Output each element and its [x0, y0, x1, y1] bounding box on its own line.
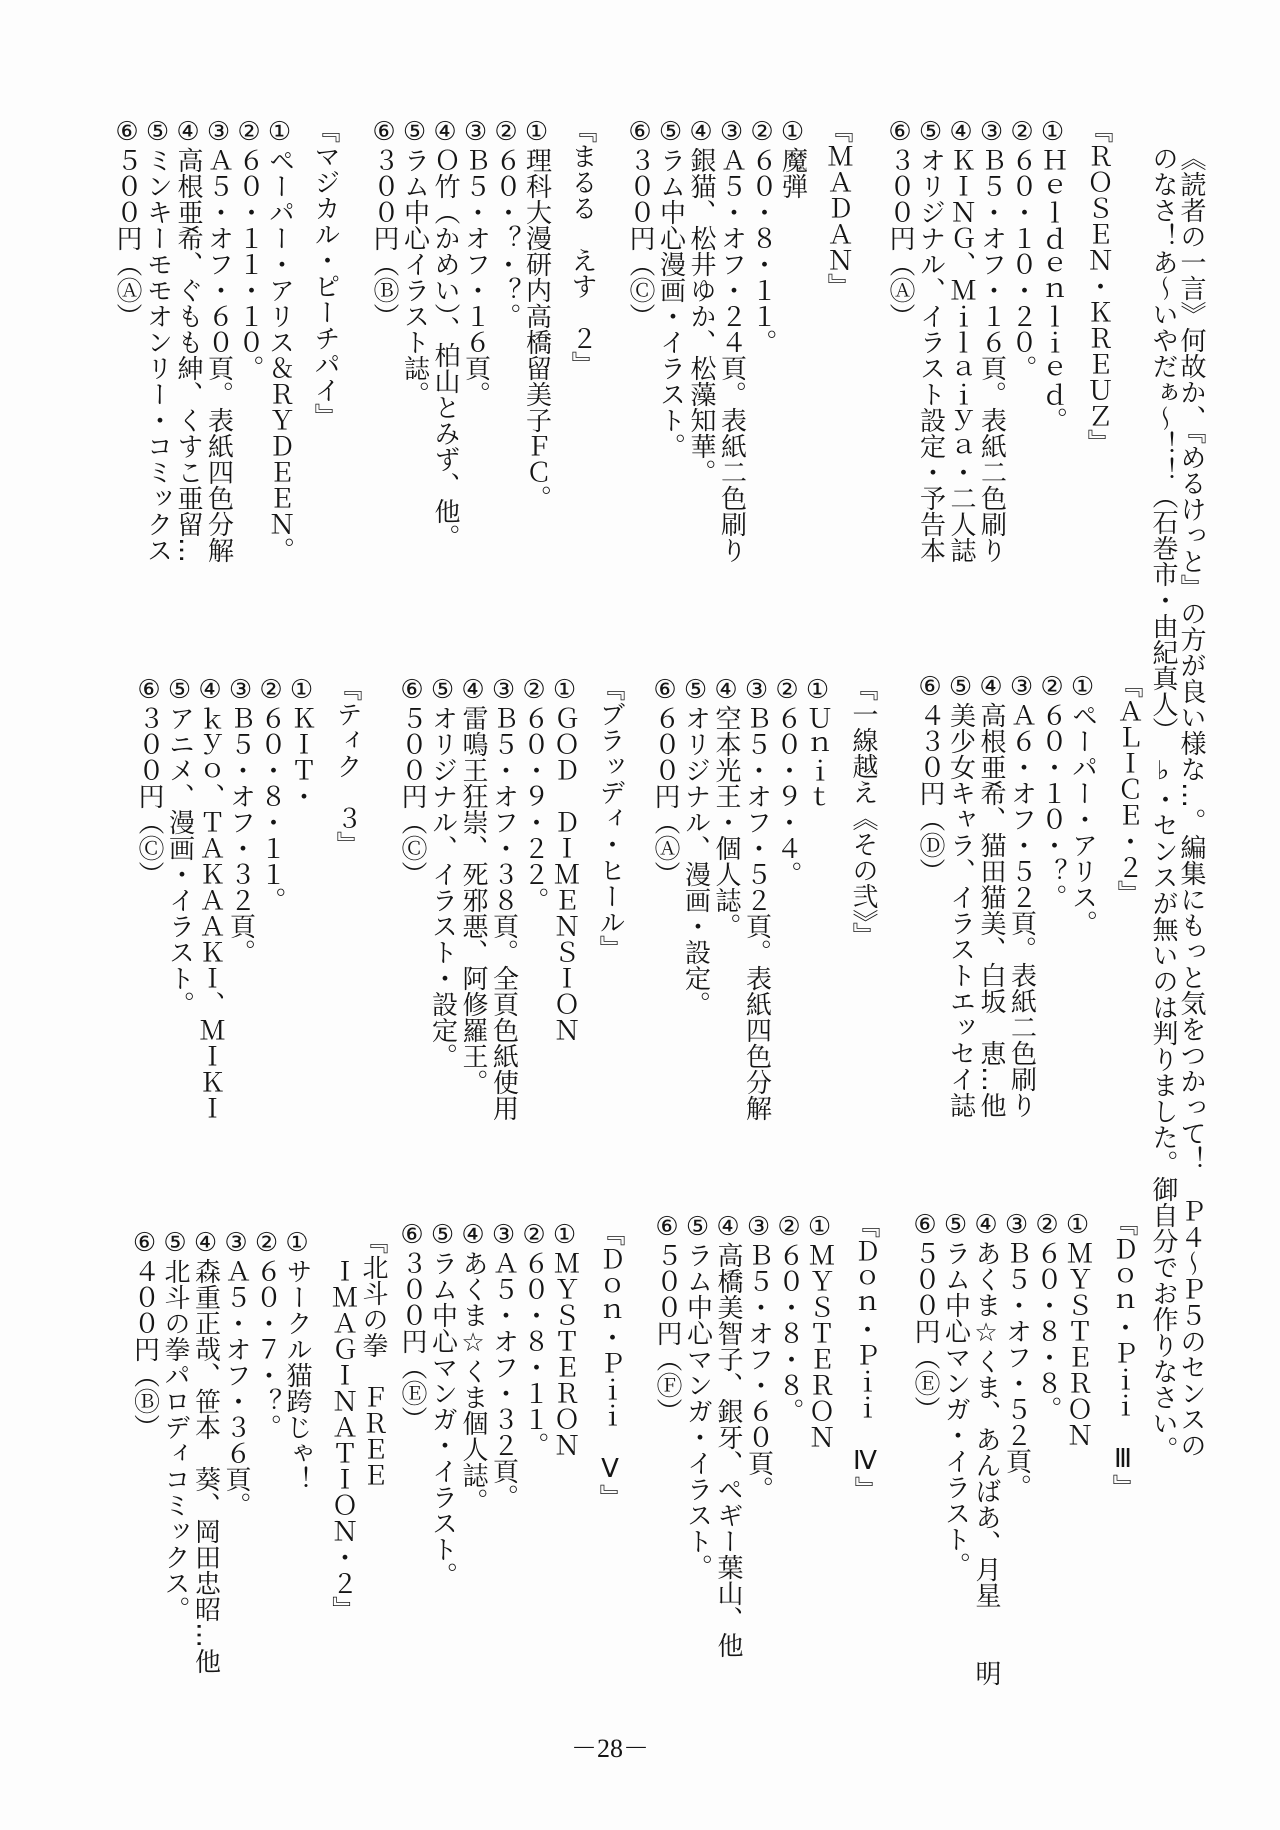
entry-item-1: ①Ｈｅｌｄｅｎｌｉｅｄ。 — [1037, 117, 1068, 433]
doujinshi-entry — [910, 1210, 1139, 1686]
entry-item-5: ⑤ラム中心マンガ・イラスト。 — [940, 1210, 971, 1578]
entry-item-6: ⑥３００円（Ⓐ） — [885, 117, 915, 329]
reader-comment-line-2: のなさ！あ～いやだぁ～！！（石巻市・由紀真人） ♭・センスが無いのは判りました。御自分でお作りなさい。 — [1148, 145, 1178, 1462]
doujinshi-entry — [369, 117, 598, 550]
entry-title: 『ＭＡＤＡＮ』 — [823, 117, 853, 299]
entry-item-1: ①ＫＩＴ・ — [286, 675, 317, 809]
reader-comment — [1149, 145, 1205, 1462]
entry-item-5: ⑤ミンキーモモオンリー・コミックス — [142, 117, 173, 563]
entry-item-2: ②６０・１１・１０。 — [234, 117, 264, 381]
entry-title: 『Ｄｏｎ・Ｐｉｉ Ⅴ』 — [595, 1220, 625, 1510]
doujinshi-entry — [112, 117, 341, 563]
entry-item-1: ①ペーパー・アリス＆ＲＹＤＥＥＮ。 — [264, 117, 295, 563]
entry-item-3: ③Ｂ５・オフ・３２頁。 — [225, 675, 256, 965]
entry-item-4: ④高橋美智子、銀牙、ペギー葉山、他 — [713, 1212, 743, 1658]
doujinshi-entry — [915, 672, 1144, 1118]
entry-item-4: ④あくま☆くま、あんばあ、月星 明 — [971, 1210, 1001, 1686]
entry-item-6: ⑥６００円（Ⓐ） — [650, 675, 680, 887]
entry-item-6: ⑥３００円（Ⓑ） — [369, 117, 399, 329]
entry-item-3: ③Ｂ５・オフ・６０頁。 — [743, 1212, 774, 1502]
entry-item-2: ②６０・１０・？。 — [1037, 672, 1067, 910]
entry-item-3: ③Ｂ５・オフ・３８頁。全頁色紙使用 — [488, 675, 519, 1121]
entry-item-2: ②６０・８・８。 — [774, 1212, 804, 1424]
entry-item-6: ⑥５００円（Ⓐ） — [112, 117, 142, 329]
entry-item-6: ⑥４００円（Ⓑ） — [129, 1228, 160, 1440]
doujinshi-entry — [397, 675, 626, 1121]
entry-item-3: ③Ｂ５・オフ・５２頁。表紙四色分解 — [741, 675, 772, 1121]
entry-item-6: ⑥３００円（Ⓒ） — [134, 675, 164, 887]
entry-title: 『マジカル・ピーチパイ』 — [310, 117, 340, 429]
doujinshi-entry — [625, 117, 854, 563]
entry-title: 『ＲＯＳＥＮ・ＫＲＥＵＺ』 — [1083, 117, 1113, 455]
doujinshi-entry — [129, 1228, 388, 1674]
entry-item-5: ⑤オリジナル、漫画・設定。 — [680, 675, 711, 1017]
entry-title-line-2: ＩＭＡＧＩＮＡＴＩＯＮ・２』 — [327, 1258, 358, 1622]
entry-item-2: ②６０・８・８。 — [1032, 1210, 1062, 1422]
entry-title: 『Ｄｏｎ・Ｐｉｉ Ⅳ』 — [850, 1212, 880, 1502]
entry-item-1: ①ＭＹＳＴＥＲＯＮ — [1062, 1210, 1093, 1448]
entry-item-6: ⑥５００円（Ⓒ） — [397, 675, 427, 887]
entry-item-2: ②６０・１０・２０。 — [1007, 117, 1037, 381]
entry-item-4: ④高根亜希、猫田猫美、白坂 恵…他 — [976, 672, 1006, 1118]
entry-title: 『北斗の拳 ＦＲＥＥ — [358, 1228, 388, 1488]
entry-item-4: ④ｋｙｏ、ＴＡＫＡＡＫＩ、ＭＩＫＩ — [195, 675, 225, 1121]
entry-item-1: ①ペーパー・アリス。 — [1067, 672, 1098, 936]
entry-item-5: ⑤アニメ、漫画・イラスト。 — [164, 675, 195, 1017]
entry-item-6: ⑥４３０円（Ⓓ） — [915, 672, 945, 884]
entry-title: 『まるる えす ２』 — [567, 117, 597, 377]
entry-item-6: ⑥３００円（Ⓒ） — [625, 117, 655, 329]
entry-item-2: ②６０・８・１１。 — [256, 675, 286, 913]
entry-item-1: ①理科大漫研内高橋留美子ＦＣ。 — [521, 117, 552, 511]
entry-item-3: ③Ａ６・オフ・５２頁。表紙二色刷り — [1006, 672, 1037, 1118]
entry-item-2: ②６０・８・１１。 — [519, 1220, 549, 1458]
entry-title: 『ティク ３』 — [332, 675, 362, 857]
entry-item-6: ⑥３００円（Ⓔ） — [397, 1220, 427, 1432]
entry-title: 『ＡＬＩＣＥ・２』 — [1113, 672, 1143, 906]
entry-item-2: ②６０・７・？。 — [251, 1228, 282, 1440]
entry-item-5: ⑤ラム中心マンガ・イラスト。 — [682, 1212, 713, 1580]
entry-item-3: ③Ａ５・オフ・６０頁。表紙四色分解 — [203, 117, 234, 563]
entry-item-1: ①ＧＯＤ ＤＩＭＥＮＳＩＯＮ — [549, 675, 580, 1043]
entry-item-6: ⑥５００円（Ⓕ） — [652, 1212, 682, 1424]
entry-item-3: ③Ｂ５・オフ・５２頁。 — [1001, 1210, 1032, 1500]
entry-item-4: ④銀猫、松井ゆか、松藻知華。 — [686, 117, 716, 485]
entry-title: 『一線越え《その弐》』 — [848, 675, 878, 948]
entry-item-3: ③Ｂ５・オフ・１６頁。 — [460, 117, 491, 407]
entry-item-4: ④空本光王・個人誌。 — [711, 675, 741, 939]
entry-item-3: ③Ａ５・オフ・３２頁。 — [488, 1220, 519, 1510]
page-number: －28－ — [570, 1734, 649, 1763]
doujinshi-entry — [885, 117, 1114, 563]
entry-item-4: ④森重正哉、笹本 葵、岡田忠昭…他 — [190, 1228, 221, 1674]
entry-item-2: ②６０・９・４。 — [772, 675, 802, 887]
entry-item-5: ⑤オリジナル、イラスト・設定。 — [427, 675, 458, 1069]
entry-item-4: ④あくま☆くま個人誌。 — [458, 1220, 488, 1514]
entry-item-5: ⑤ラム中心漫画・イラスト。 — [655, 117, 686, 459]
entry-item-6: ⑥５００円（Ⓔ） — [910, 1210, 940, 1422]
entry-item-1: ①魔弾 — [777, 117, 808, 199]
entry-item-1: ①Ｕｎｉｔ — [802, 675, 833, 809]
doujinshi-entry — [650, 675, 879, 1121]
doujinshi-entry — [397, 1220, 626, 1588]
entry-title: 『Ｄｏｎ・Ｐｉｉ Ⅲ』 — [1108, 1210, 1138, 1500]
entry-item-5: ⑤美少女キャラ、イラストエッセイ誌 — [945, 672, 976, 1118]
entry-item-4: ④ＫＩＮＧ、Ｍｉｌａｉｙａ・二人誌 — [946, 117, 976, 563]
entry-item-3: ③Ａ５・オフ・２４頁。表紙二色刷り — [716, 117, 747, 563]
entry-item-1: ①ＭＹＳＴＥＲＯＮ — [549, 1220, 580, 1458]
entry-item-1: ①ＭＹＳＴＥＲＯＮ — [804, 1212, 835, 1450]
entry-item-4: ④Ｏ竹（かめい）、柏山とみず、他。 — [430, 117, 460, 550]
doujinshi-entry — [652, 1212, 881, 1658]
reader-comment-line-1: 《読者の一言》何故か、『めるけっと』の方が良い様な…。編集にもっと気をつかって！ Ｐ４～Ｐ５のセンスの — [1176, 145, 1206, 1458]
doujinshi-entry — [134, 675, 363, 1121]
entry-item-2: ②６０・８・１１。 — [747, 117, 777, 355]
entry-item-5: ⑤オリジナル、イラスト設定・予告本 — [915, 117, 946, 563]
entry-item-5: ⑤ラム中心マンガ・イラスト。 — [427, 1220, 458, 1588]
entry-item-2: ②６０・９・２２。 — [519, 675, 549, 913]
entry-item-1: ①サークル猫跨じゃ！ — [282, 1228, 312, 1492]
entry-item-3: ③Ｂ５・オフ・１６頁。表紙二色刷り — [976, 117, 1007, 563]
entry-item-5: ⑤ラム中心イラスト誌。 — [399, 117, 430, 407]
entry-item-2: ②６０・？・？。 — [491, 117, 521, 329]
entry-item-4: ④高根亜希、ぐもも紳、くすこ亜留… — [173, 117, 203, 563]
entry-title: 『ブラッディ・ヒール』 — [595, 675, 625, 961]
entry-item-5: ⑤北斗の拳パロディコミックス。 — [160, 1228, 190, 1622]
entry-item-3: ③Ａ５・オフ・３６頁。 — [221, 1228, 251, 1518]
entry-item-4: ④雷鳴王狂崇、死邪悪、阿修羅王。 — [458, 675, 488, 1095]
